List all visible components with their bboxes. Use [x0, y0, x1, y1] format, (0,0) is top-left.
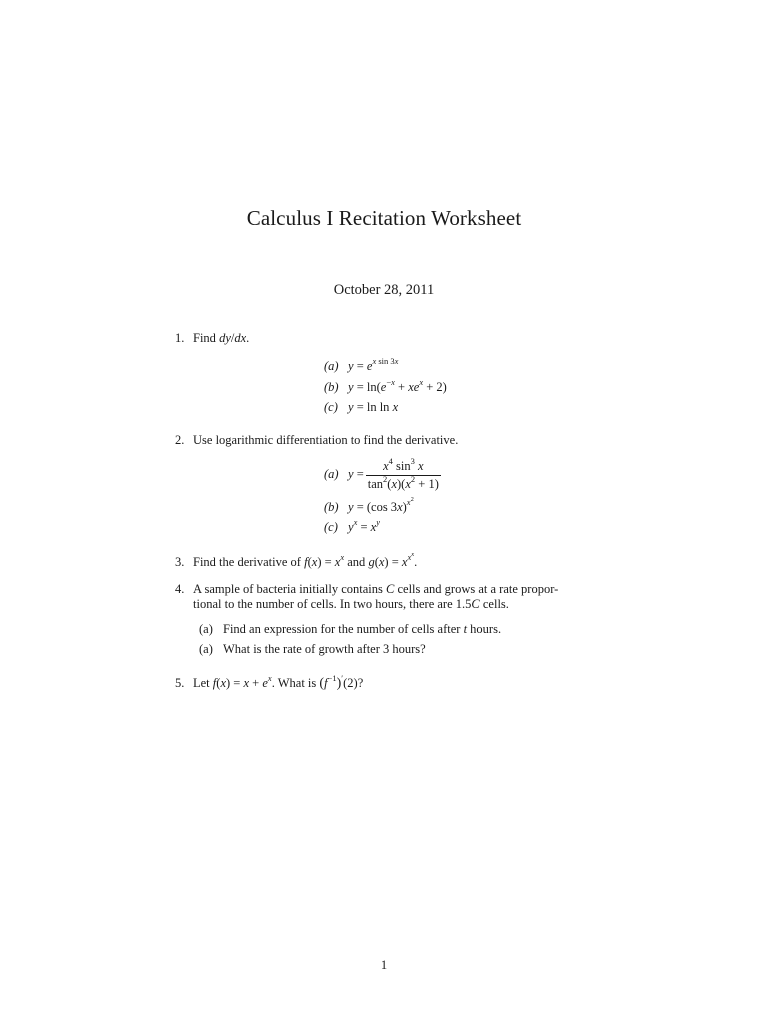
problem-2c: (c) $y^x = x^y$	[324, 517, 380, 534]
problem-3	[175, 551, 418, 570]
expression: y = ln ln x	[348, 400, 399, 414]
problem-text-line-2: tional to the number of cells. In two hours, there are 1.5C cells.	[193, 597, 509, 611]
problem-text-line-1: A sample of bacteria initially contains C cells and grows at a rate propor-	[193, 582, 559, 596]
problem-number: 3.	[175, 555, 185, 569]
problem-text: Find dy/dx.	[193, 331, 250, 345]
worksheet-date: October 28, 2011	[333, 282, 435, 298]
problem-text: Use logarithmic differentiation to find the derivative.	[193, 433, 459, 447]
problem-text: Let $f(x) = x + e^x$. What is $(f^{-1})'(2)$?	[193, 673, 364, 691]
page-number: 1	[380, 958, 388, 972]
problem-4a: (a) Find an expression for the number of cells after t hours.	[199, 622, 502, 636]
expression: $y = e^{x sin 3x}$	[348, 356, 399, 373]
problem-number: 4.	[175, 582, 185, 596]
problem-4	[175, 582, 558, 597]
expression: y = $\frac{x^4 \sin^3 x}{\tan^2(x)(x^2 + 1)}$	[348, 456, 439, 491]
expression: y = (cos 3x)$^{x^2}$	[348, 496, 414, 514]
problem-number: 5.	[175, 676, 185, 690]
problem-1a: (a) $y = e^{x sin 3x}$	[324, 356, 399, 373]
problem-1	[175, 331, 249, 346]
problem-5	[175, 673, 364, 692]
problem-2a: (a) y = $\frac{x^4 \sin^3 x}{\tan^2(x)(x^2 + 1)}$	[324, 456, 439, 491]
problem-1c: (c) y = ln ln x	[324, 400, 399, 414]
problem-2b: (b) y = (cos 3x)$^{x^2}$	[324, 496, 414, 514]
expression: $y^x = x^y$	[348, 517, 380, 534]
page-title: Calculus I Recitation Worksheet	[246, 206, 522, 230]
problem-2	[175, 433, 458, 448]
problem-1b: (b) $y = \ln(e^{-x} + xe^x + 2)$	[324, 377, 447, 394]
problem-4-continued	[193, 597, 509, 612]
problem-4b: (a) What is the rate of growth after 3 hours?	[199, 642, 426, 656]
problem-number: 2.	[175, 433, 185, 447]
expression: $y = \ln(e^{-x} + xe^x + 2)$	[348, 377, 447, 394]
part-text: Find an expression for the number of cells after t hours.	[223, 622, 502, 636]
problem-number: 1.	[175, 331, 185, 345]
problem-text: Find the derivative of $f(x) = x^x$ and $g(x) = x^{x^x}$.	[193, 551, 418, 569]
part-text: What is the rate of growth after 3 hours?	[223, 642, 426, 656]
